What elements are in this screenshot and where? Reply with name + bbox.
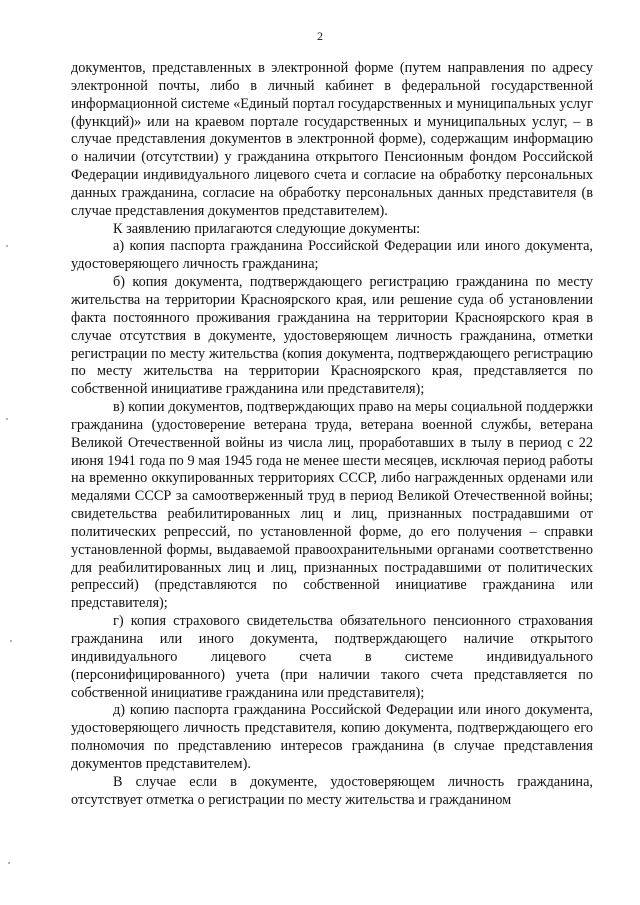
document-body xyxy=(71,60,593,809)
scan-speck xyxy=(6,418,8,420)
paragraph-item-d: д) копию паспорта гражданина Российской Федерации или иного документа, удостоверяющего личность представителя, копию документа, подтверждающего его полномочия по представлению интересов гражданина (в случае представления документов представителем). xyxy=(71,702,593,772)
scan-speck xyxy=(8,862,10,864)
scan-speck xyxy=(10,640,12,642)
paragraph-item-b: б) копия документа, подтверждающего регистрацию гражданина по месту жительства на территории Красноярского края, или решение суда об установлении факта постоянного проживания гражданина на территории Красноярского края в случае отсутствия в документе, удостоверяющем личность гражданина, отметки регистрации по месту жительства (копия документа, подтверждающего регистрацию по месту жительства на территории Красноярского края, представляется по собственной инициативе гражданина или представителя); xyxy=(71,274,593,398)
paragraph-item-g: г) копия страхового свидетельства обязательного пенсионного страхования гражданина или иного документа, подтверждающего наличие открытого индивидуального лицевого счета в системе индивидуального (персонифицированного) учета (при наличии такого счета представляется по собственной инициативе гражданина или представителя); xyxy=(71,613,593,701)
paragraph-item-v: в) копии документов, подтверждающих право на меры социальной поддержки гражданина (удостоверение ветерана труда, ветерана военной службы, ветерана Великой Отечественной войны из числа лиц, проработавших в тылу в период с 22 июня 1941 года по 9 мая 1945 года не менее шести месяцев, исключая период работы на временно оккупированных территориях СССР, либо награжденных орденами или медалями СССР за самоотверженный труд в период Великой Отечественной войны; свидетельства реабилитированных лиц и лиц, признанных пострадавшими от политических репрессий, по установленной форме, до его получения – справки установленной формы, выдаваемой правоохранительными органами соответственно для реабилитированных лиц и лиц, признанных пострадавшими от политических репрессий) (представляются по собственной инициативе гражданина или представителя); xyxy=(71,399,593,612)
paragraph-final: В случае если в документе, удостоверяющем личность гражданина, отсутствует отметка о регистрации по месту жительства и гражданином xyxy=(71,773,593,808)
scan-speck xyxy=(6,245,8,247)
paragraph-attachments-intro: К заявлению прилагаются следующие документы: xyxy=(113,220,421,237)
paragraph-continuation: документов, представленных в электронной форме (путем направления по адресу электронной почты, либо в личный кабинет в федеральной государственной информационной системе «Единый портал государственных и муниципальных услуг (функций)» или на краевом портале государственных и муниципальных услуг, – в случае представления документов в электронной форме), содержащим информацию о наличии (отсутствии) у гражданина открытого Пенсионным фондом Российской Федерации индивидуального лицевого счета и согласие на обработку персональных данных гражданина, согласие на обработку персональных данных представителя (в случае представления документов представителем). xyxy=(71,60,593,219)
page-number: 2 xyxy=(317,29,323,43)
paragraph-item-a: а) копия паспорта гражданина Российской Федерации или иного документа, удостоверяющего личность гражданина; xyxy=(71,238,593,273)
